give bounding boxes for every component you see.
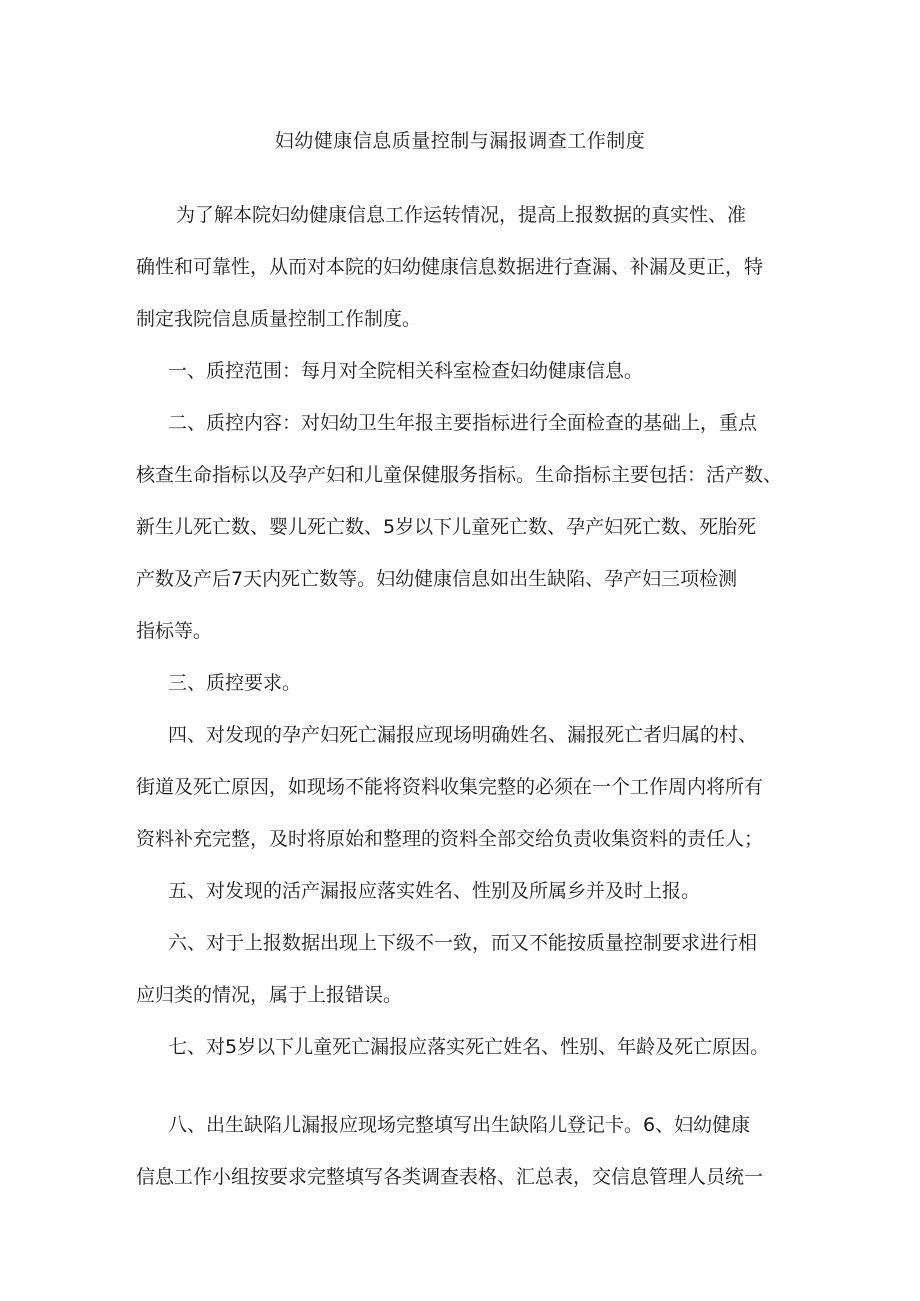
paragraph-live-birth [136,872,796,910]
paragraph-birth-defect [136,1106,796,1196]
text-line: 四、对发现的孕产妇死亡漏报应现场明确姓名、漏报死亡者归属的村、 [168,724,758,746]
text-line: 确性和可靠性，从而对本院的妇幼健康信息数据进行查漏、补漏及更正，特 [136,256,764,278]
text-line: 新生儿死亡数、婴儿死亡数、5岁以下儿童死亡数、孕产妇死亡数、死胎死 [136,516,757,538]
text-line: 核查生命指标以及孕产妇和儿童保健服务指标。生命指标主要包括：活产数、 [136,464,783,486]
document-body [136,196,796,1196]
text-line: 信息工作小组按要求完整填写各类调查表格、汇总表，交信息管理人员统一 [136,1166,764,1188]
paragraph-requirements [136,664,796,702]
text-line: 街道及死亡原因，如现场不能将资料收集完整的必须在一个工作周内将所有 [136,776,764,798]
text-line: 一、质控范围：每月对全院相关科室检查妇幼健康信息。 [168,360,644,382]
text-line: 六、对于上报数据出现上下级不一致，而又不能按质量控制要求进行相 [168,932,758,954]
text-line: 五、对发现的活产漏报应落实姓名、性别及所属乡并及时上报。 [168,880,701,902]
text-line: 八、出生缺陷儿漏报应现场完整填写出生缺陷儿登记卡。6、妇幼健康 [168,1114,751,1136]
text-line: 产数及产后7天内死亡数等。妇幼健康信息如出生缺陷、孕产妇三项检测 [136,568,738,590]
paragraph-child-death [136,1028,796,1066]
paragraph-intro [136,196,796,338]
paragraph-scope [136,352,796,390]
text-line: 三、质控要求。 [168,672,302,694]
text-line: 制定我院信息质量控制工作制度。 [136,308,422,330]
text-line: 七、对5岁以下儿童死亡漏报应落实死亡姓名、性别、年龄及死亡原因。 [168,1036,770,1058]
paragraph-content [136,404,796,650]
text-line: 资料补充完整，及时将原始和整理的资料全部交给负责收集资料的责任人； [136,828,764,850]
text-line: 为了解本院妇幼健康信息工作运转情况，提高上报数据的真实性、准 [176,204,747,226]
text-line: 应归类的情况，属于上报错误。 [136,984,403,1006]
paragraph-maternal-death [136,716,796,858]
document-title: 妇幼健康信息质量控制与漏报调查工作制度 [274,130,646,152]
text-line: 二、质控内容：对妇幼卫生年报主要指标进行全面检查的基础上，重点 [168,412,758,434]
paragraph-report-error [136,924,796,1014]
text-line: 指标等。 [136,620,213,642]
